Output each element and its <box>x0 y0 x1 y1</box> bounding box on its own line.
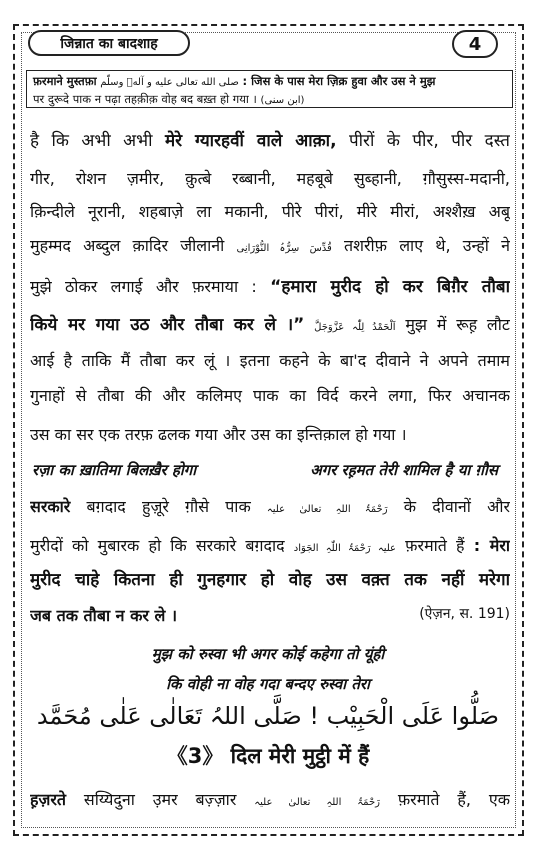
para1-line-2: गीर, रोशन ज़मीर, क़ुत्बे रब्बानी, महबूबे सुब्हानी, ग़ौसुस्स-मदानी, <box>30 169 510 188</box>
hadith-label: फ़रमाने मुस्तफ़ा <box>33 74 97 88</box>
para1-line-9: उस का सर एक तरफ़ ढलक गया और उस का इन्तिक़ाल हो गया । <box>30 425 407 444</box>
para1-line-4: मुहम्मद अब्दुल क़ादिर जीलानी قُدِّسَ سِرُّہُ النُّوْرَانِی तशरीफ़ लाए थे, उन्हों ने <box>30 236 510 255</box>
para1-line-3: क़िन्दीले नूरानी, शहबाज़े ला मकानी, पीरे पीरां, मीरे मीरां, अश्शैख़ अबू <box>30 202 510 221</box>
para2-line-2: मुरीदों को मुबारक हो कि सरकारे बग़दाद علیہ رَحْمَۃُ اللّٰہِ الجَوَاد फ़रमाते हैं : मेरा <box>30 536 510 555</box>
hadith-text-1: : जिस के पास मेरा ज़िक्र हुवा और उस ने मुझ <box>242 74 436 88</box>
para2-line-3: मुरीद चाहे कितना ही गुनहगार हो वोह उस वक़्त तक नहीं मरेगा <box>30 570 510 590</box>
couplet-2-line-2: कि वोही ना वोह गदा बन्दए रुस्वा तेरा <box>166 675 370 693</box>
para2-line-1: सरकारे बग़दाद हुज़ूरे ग़ौसे पाक رَحْمَۃُ اللہِ تعالیٰ علیہ के दीवानों और <box>30 497 510 516</box>
couplet-1-right: अगर रह़मत तेरी शामिल है या ग़ौस <box>310 461 498 479</box>
hadith-line-2 <box>33 91 506 108</box>
book-title: जिन्नात का बादशाह <box>28 30 190 56</box>
couplet-1 <box>28 460 508 480</box>
hadith-salutation: صلى الله تعالى عليه و آلهٖ وسلّم <box>100 77 239 88</box>
couplet-2-line-1: मुझ को रुस्वा भी अगर कोई कहेगा तो यूंही <box>151 645 385 663</box>
last-line: ह़ज़रते सय्यिदुना उ़मर बज़्ज़ार رَحْمَۃُ اللہِ تعالیٰ علیہ फ़रमाते हैं, एक <box>30 790 510 809</box>
couplet-1-left: रज़ा का ख़ातिमा बिलख़ैर होगा <box>32 461 197 479</box>
reference: (ऐज़न, स. 191) <box>419 606 510 622</box>
hadith-source: (ابن سنی) <box>260 95 305 106</box>
para1-line-8: गुनाहों से तौबा की और कलिमए पाक का विर्द करने लगा, फिर अचानक <box>30 386 510 405</box>
hadith-box <box>26 70 513 108</box>
hadith-line-1 <box>33 73 506 91</box>
section-heading: 《3》 दिल मेरी मुट्ठी में हैं <box>166 744 370 768</box>
para2-line-4: जब तक तौबा न कर ले । (ऐज़न, स. 191) <box>30 606 510 625</box>
para1-line-7: आई है ताकि मैं तौबा कर लूं । इतना कहने के बा'द दीवाने ने अपने तमाम <box>30 351 510 370</box>
hadith-text-2: पर दुरूदे पाक न पढ़ा तहक़ीक़ वोह बद बख़्त हो गया । <box>33 92 257 106</box>
salat-line: صَلُّوا عَلَی الْحَبِیْب ! صَلَّی اللہُ تَعَالٰی عَلٰی مُحَمَّد <box>36 702 500 730</box>
para1-line-6: किये मर गया उठ और तौबा कर ले ।” اَلْحَمْدُ لِلّٰہ عَزَّوَجَلَّ मुझ में रूह़ लौट <box>30 315 510 335</box>
para1-line-5: मुझे ठोकर लगाई और फ़रमाया : “हमारा मुरीद हो कर बिग़ैर तौबा <box>30 277 510 297</box>
page-number: 4 <box>452 30 498 58</box>
para1-line-1: है कि अभी अभी मेरे ग्यारहवीं वाले आक़ा, पीरों के पीर, पीर दस्त <box>30 131 510 151</box>
